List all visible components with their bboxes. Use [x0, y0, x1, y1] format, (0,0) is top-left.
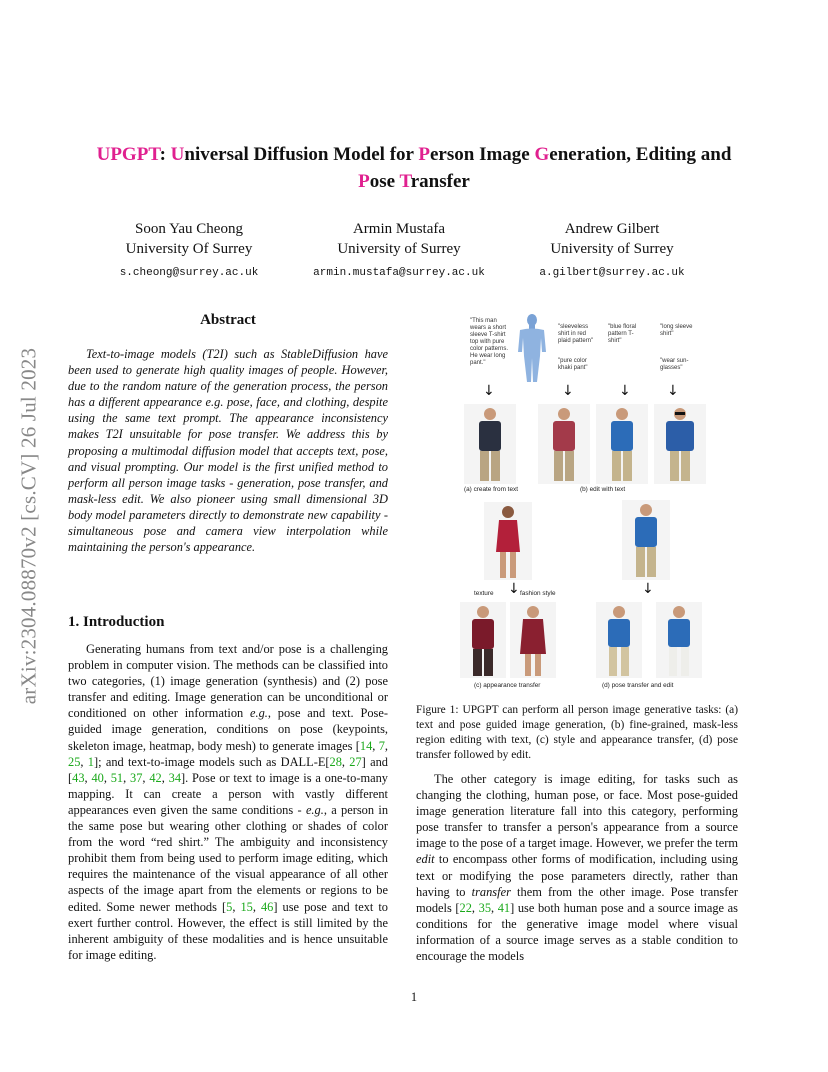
author-block — [69, 219, 309, 283]
prompt-text: "sleeveless shirt in red plaid pattern" — [558, 324, 594, 344]
prompt-text: "pure color khaki pant" — [558, 358, 588, 371]
down-arrow-icon: ↓ — [562, 383, 574, 399]
author-block — [492, 219, 732, 283]
author-email[interactable]: a.gilbert@surrey.ac.uk — [539, 267, 685, 279]
prompt-text: "long sleeve shirt" — [660, 324, 693, 337]
paper-title: UPGPT: Universal Diffusion Model for Person Image Generation, Editing and Pose Transfer — [96, 144, 732, 192]
author-email[interactable]: s.cheong@surrey.ac.uk — [119, 267, 259, 279]
citation-link[interactable]: 34 — [168, 770, 182, 785]
figure-1 — [458, 312, 718, 697]
subfigure-label: texture — [474, 590, 494, 597]
citation-link[interactable]: 42 — [149, 770, 162, 785]
citation-link[interactable]: 14 — [359, 738, 373, 753]
prompt-text: "wear sun-glasses" — [660, 358, 689, 371]
abstract-text: Text-to-image models (T2I) such as StableDiffusion have been used to generate high quality images of people. However, due to the random nature of the generation process, the person has a different appearance e.g. pose, face, and clothing, despite using the same text prompt. The appearance inconsistency makes T2I unsuitable for pose transfer. We address this by proposing a multimodal diffusion model that accepts text, pose, and visual prompting. Our model is the first unified method to perform all person image tasks - generation, pose transfer, and mask-less edit. We also pioneer using small dimensional 3D body model parameters directly to demonstrate new capability - simultaneous pose and camera view interpolation while maintaining the person's appearance. — [68, 347, 388, 555]
author-name: Andrew Gilbert — [564, 221, 660, 237]
body-paragraph: The other category is image editing, for tasks such as changing the clothing, human pose, or face. Most pose-guided image generation literature fall into this category, performing pose transfer to transfer a person's appearance from a source image to the pose of a target image. However, we prefer the term edit to encompass other forms of modification, including using text or modifying the pose parameters directly, rather than having to transfer them from the other image. Pose transfer models [22, 35, 41] use both human pose and a source image as conditions for the generative image model where visual information of a source image serves as a stable condition to encourage the models — [416, 772, 738, 964]
body-model-image — [512, 312, 552, 384]
subfigure-label: fashion style — [520, 590, 556, 597]
generated-person-image — [460, 602, 506, 678]
subfigure-label: (c) appearance transfer — [474, 682, 541, 689]
generated-person-image — [654, 404, 706, 484]
author-email[interactable]: armin.mustafa@surrey.ac.uk — [313, 267, 485, 279]
down-arrow-icon: ↓ — [619, 383, 631, 399]
author-block — [279, 219, 519, 283]
citation-link[interactable]: 41 — [497, 900, 511, 915]
generated-person-image — [538, 404, 590, 484]
arxiv-stamp[interactable] — [14, 296, 44, 756]
section-heading-introduction: 1. Introduction — [68, 614, 165, 630]
author-name: Soon Yau Cheong — [135, 221, 243, 237]
down-arrow-icon: ↓ — [483, 383, 495, 399]
prompt-text: "blue floral pattern T-shirt" — [608, 324, 637, 344]
down-arrow-icon: ↓ — [508, 581, 520, 597]
reference-person-image — [484, 502, 532, 580]
author-name: Armin Mustafa — [352, 221, 446, 237]
citation-link[interactable]: 7 — [378, 738, 385, 753]
citation-link[interactable]: 43 — [72, 770, 85, 785]
abstract-heading: Abstract — [200, 312, 256, 328]
figure-caption: Figure 1: UPGPT can perform all person image generative tasks: (a) text and pose guided image generation, (b) fine-grained, mask-less region editing with text, (c) style and appearance transfer, (d) pose transfer followed by edit. — [416, 704, 738, 761]
generated-person-image — [596, 602, 642, 678]
citation-link[interactable]: 51 — [110, 770, 124, 785]
citation-link[interactable]: 5 — [226, 899, 233, 914]
down-arrow-icon: ↓ — [667, 383, 679, 399]
citation-link[interactable]: 22 — [459, 900, 472, 915]
subfigure-label: (d) pose transfer and edit — [602, 682, 674, 689]
citation-link[interactable]: 46 — [260, 899, 274, 914]
citation-link[interactable]: 35 — [478, 900, 492, 915]
generated-person-image — [464, 404, 516, 484]
citation-link[interactable]: 27 — [349, 754, 362, 769]
citation-link[interactable]: 25 — [68, 754, 81, 769]
reference-person-image — [622, 500, 670, 580]
citation-link[interactable]: 37 — [130, 770, 143, 785]
intro-paragraph: Generating humans from text and/or pose is a challenging problem in computer vision. The methods can be classified into two categories, (1) image generation (synthesis) and (2) pose transfer and editing. Image generation can be unconditional or conditioned on other information e.g., pose and text. Pose-guided image generation, conditions on pose (keypoints, skeleton image, heatmap, body mesh) to generate images [14, 7, 25, 1]; and text-to-image models such as DALL-E[28, 27] and [43, 40, 51, 37, 42, 34]. Pose or text to image is a one-to-many mapping. It can create a person with vastly different appearances even given the same conditions - e.g., a person in the same pose but wearing other clothing or shades of color from the word “red shirt.” The ambiguity and inconsistency prohibit them from being used to perform image editing, which requires the maintenance of the visual appearance of all other aspects of the image apart from the elements or regions to be edited. Some newer methods [5, 15, 46] use pose and text to exert further control. However, the effect is still limited by the inherent ambiguity of these modalities and is hence unsuitable for image editing. — [68, 642, 389, 962]
page-number: 1 — [410, 990, 418, 1004]
citation-link[interactable]: 15 — [240, 899, 253, 914]
subfigure-label: (b) edit with text — [580, 486, 626, 493]
author-affiliation: University of Surrey — [337, 241, 461, 257]
down-arrow-icon: ↓ — [642, 581, 654, 597]
citation-link[interactable]: 1 — [87, 754, 94, 769]
generated-person-image — [510, 602, 556, 678]
citation-link[interactable]: 40 — [91, 770, 104, 785]
generated-person-image — [656, 602, 702, 678]
author-affiliation: University Of Surrey — [125, 241, 253, 257]
arxiv-id: arXiv:2304.08870v2 [cs.CV] 26 Jul 2023 — [16, 347, 41, 705]
citation-link[interactable]: 28 — [329, 754, 342, 769]
subfigure-label: (a) create from text — [464, 486, 518, 493]
author-affiliation: University of Surrey — [550, 241, 674, 257]
prompt-text: "This man wears a short sleeve T-shirt top with pure color patterns. He wear long pant." — [470, 318, 509, 366]
generated-person-image — [596, 404, 648, 484]
